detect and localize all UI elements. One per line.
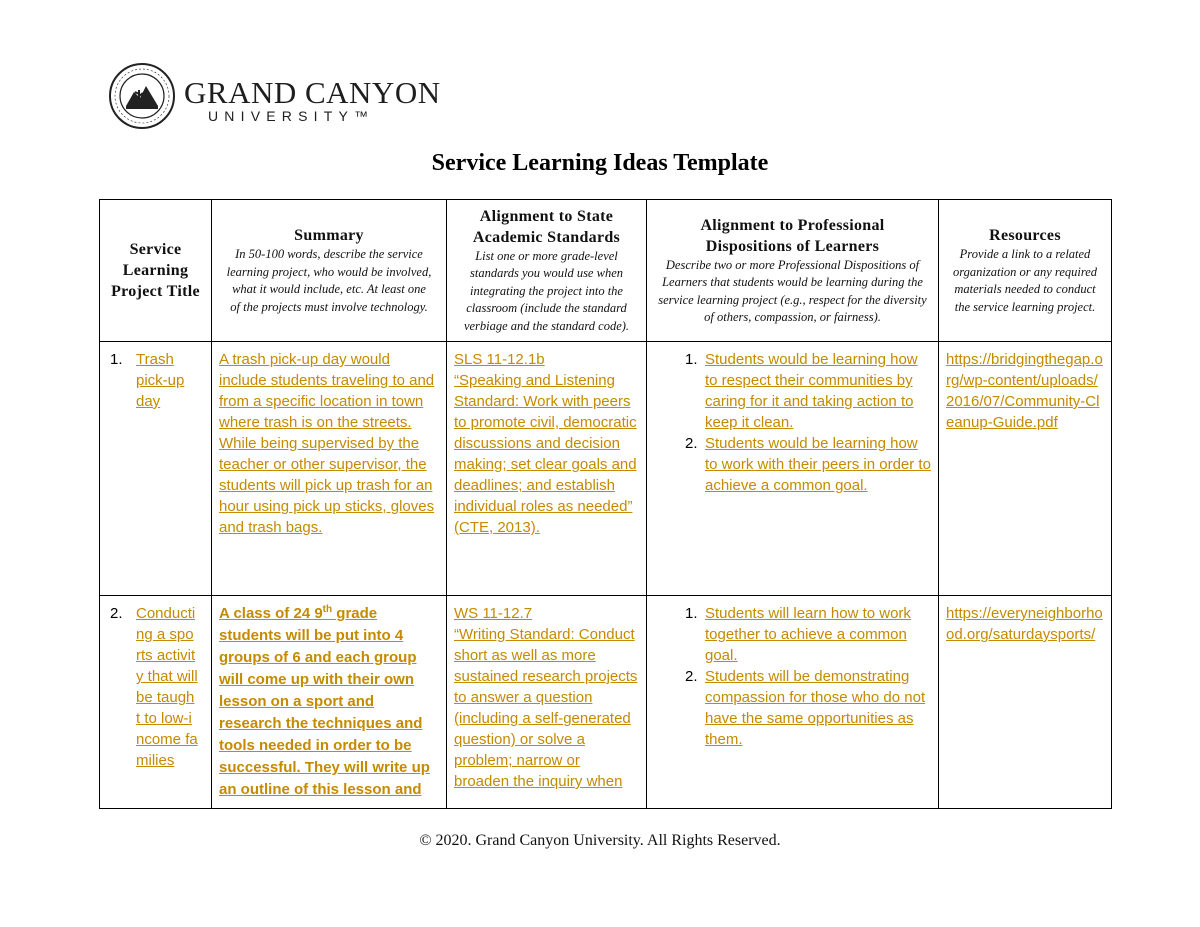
header-dispositions [647,200,939,342]
header-description: In 50-100 words, describe the service learning project, who would be involved, what it would include, etc. At least one of the projects must involve technology. [226,247,432,314]
copyright-footer: © 2020. Grand Canyon University. All Rights Reserved. [419,832,781,849]
service-learning-table [99,199,1112,809]
summary-text: A class of 24 9th grade students will be put into 4 groups of 6 and each group will come up with their own lesson on a sport and research the techniques and tools needed in order to be successful. They will write up an outline of this lesson and [219,604,430,798]
cell-summary [212,596,447,809]
disposition-text: Students would be learning how to respect their communities by caring for it and taking action to keep it clean. [705,351,918,431]
cell-summary [212,342,447,596]
cell-standards [447,596,647,809]
standard-text: “Speaking and Listening Standard: Work with peers to promote civil, democratic discussions and decision making; set clear goals and deadlines; and establish individual roles as needed” (CTE, 2013). [454,372,637,536]
table-row [100,342,1112,596]
cell-dispositions [647,596,939,809]
header-title: Resources [989,227,1061,244]
university-seal-icon [106,62,178,130]
summary-text: A trash pick-up day would include students traveling to and from a specific location in town where trash is on the streets. While being supervised by the teacher or other supervisor, the students will pick up trash for an hour using pick up sticks, gloves and trash bags. [219,351,435,536]
row-number: 1. [110,351,123,368]
cell-resources [939,342,1112,596]
dispositions-list [677,603,931,750]
logo-subtitle: UNIVERSITY™ [208,108,375,124]
list-item: 2. Students will be demonstrating compassion for those who do not have the same opportunities as them. [685,668,926,748]
cell-project-title [100,596,212,809]
disposition-text: Students will learn how to work together to achieve a common goal. [705,605,911,664]
header-title: Service Learning Project Title [111,241,200,300]
header-description: Describe two or more Professional Dispositions of Learners that students would be learning during the service learning project (e.g., respect for the diversity of others, compassion, or fairness). [658,257,927,324]
cell-project-title [100,342,212,596]
list-item: 2. Students would be learning how to work with their peers in order to achieve a common goal. [685,435,931,494]
page-title: Service Learning Ideas Template [431,150,769,176]
resource-link[interactable]: https://everyneighborhood.org/saturdaysports/ [946,605,1103,643]
row-number: 2. [110,605,123,622]
table-row [100,596,1112,809]
header-title: Alignment to Professional Dispositions of Learners [700,216,885,255]
project-title: Conducting a sports activity that will be taught to low-income families [136,605,198,769]
header-summary [212,200,447,342]
header-description: List one or more grade-level standards you would use when integrating the project into the classroom (include the standard verbiage and the standard code). [463,248,630,333]
header-title: Alignment to State Academic Standards [472,207,621,246]
project-title: Trash pick-up day [136,351,185,410]
dispositions-list [677,349,931,496]
header-title: Summary [294,227,364,244]
university-logo [106,62,441,130]
header-description: Provide a link to a related organization or any required materials needed to conduct the service learning project. [952,247,1098,314]
disposition-text: Students would be learning how to work with their peers in order to achieve a common goal. [705,435,931,494]
cell-dispositions [647,342,939,596]
header-project-title [100,200,212,342]
disposition-text: Students will be demonstrating compassion for those who do not have the same opportunities as them. [705,668,926,748]
list-item: 1. Students would be learning how to respect their communities by caring for it and taking action to keep it clean. [685,351,918,431]
list-item: 1. Students will learn how to work together to achieve a common goal. [685,605,911,664]
header-state-standards [447,200,647,342]
standard-code: SLS 11-12.1b [454,351,545,368]
logo-wordmark: GRAND CANYON [184,75,441,110]
table-header-row [100,200,1112,342]
header-resources [939,200,1112,342]
standard-code: WS 11-12.7 [454,605,533,622]
resource-link[interactable]: https://bridgingthegap.org/wp-content/uploads/2016/07/Community-Cleanup-Guide.pdf [946,351,1103,431]
cell-standards [447,342,647,596]
standard-text: “Writing Standard: Conduct short as well as more sustained research projects to answer a question (including a self-generated question) or solve a problem; narrow or broaden the inquiry when [454,626,638,790]
cell-resources [939,596,1112,809]
